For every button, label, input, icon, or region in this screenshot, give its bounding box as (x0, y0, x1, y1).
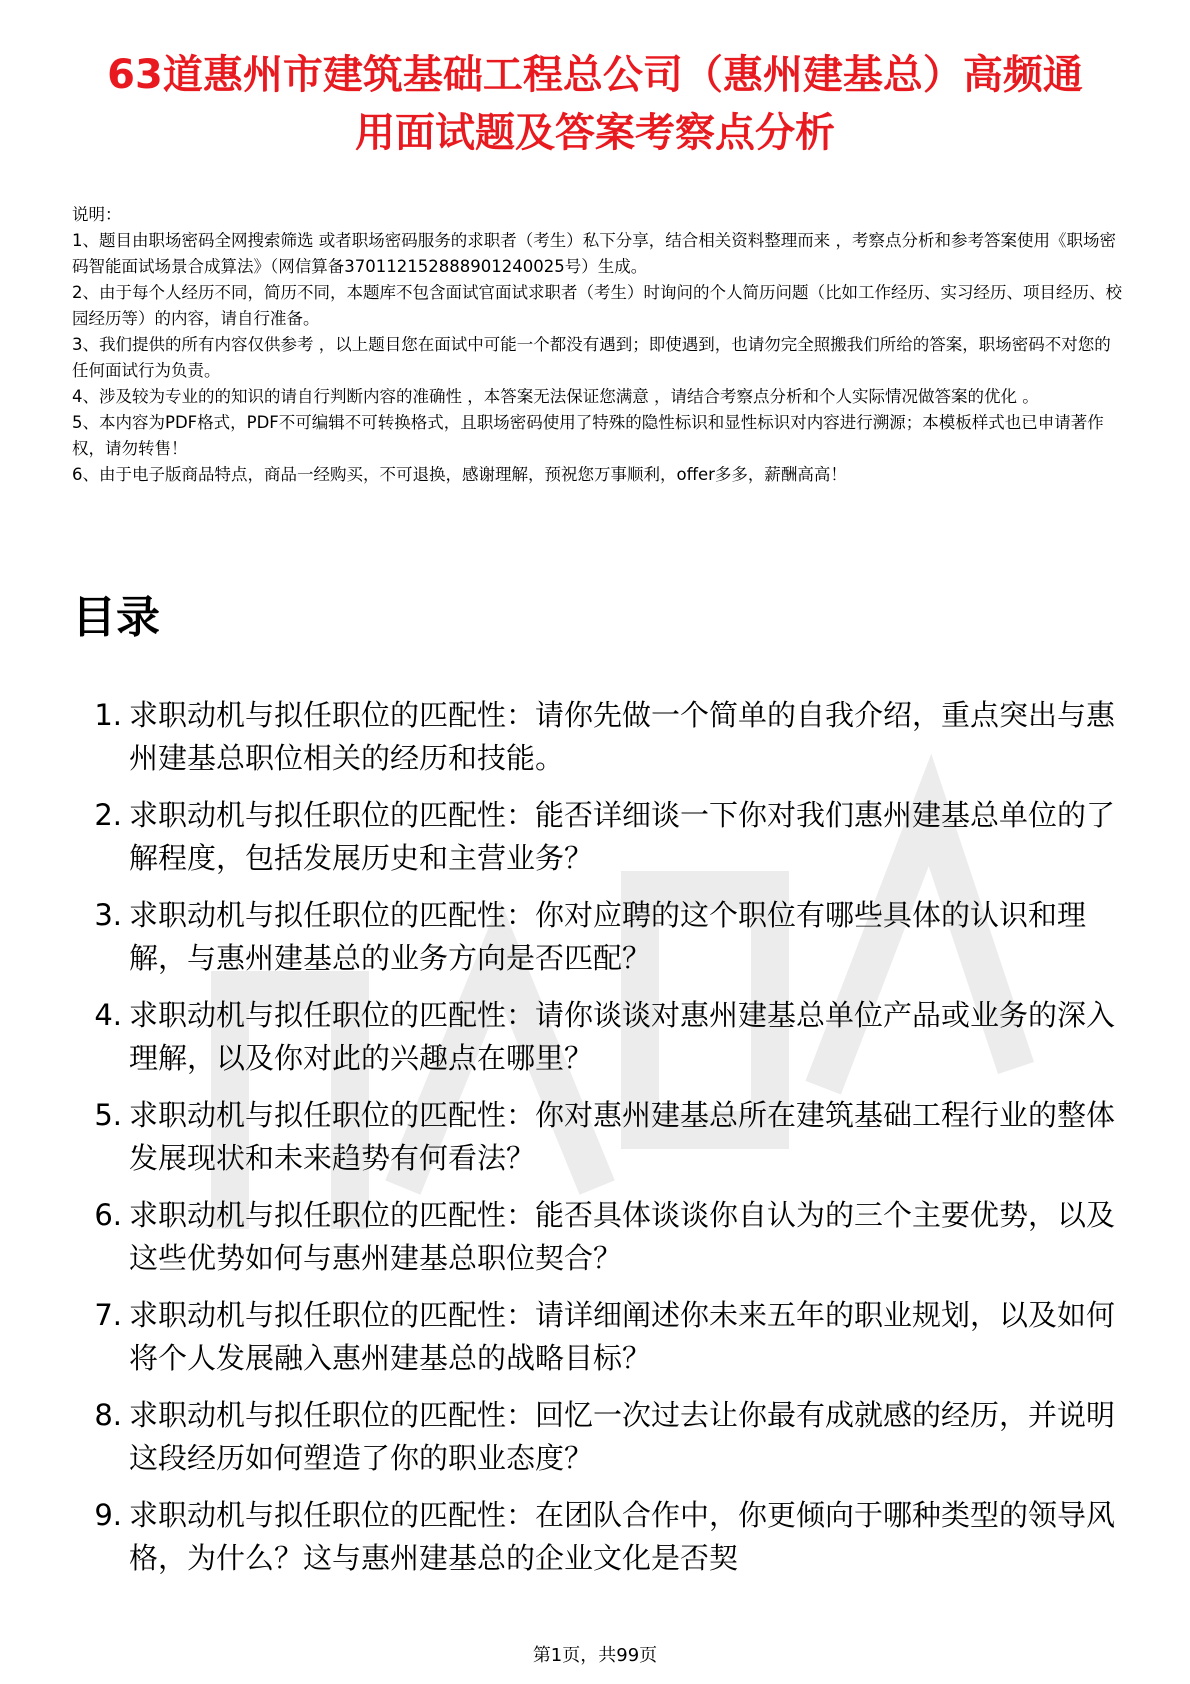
toc-item[interactable] (72, 994, 1117, 1080)
notes-heading: 说明： (72, 205, 122, 224)
note-item: 5、本内容为PDF格式，PDF不可编辑不可转换格式，且职场密码使用了特殊的隐性标识和显性标识对内容进行溯源；本模板样式也已申请著作权，请勿转售！ (72, 413, 1104, 458)
toc-item-number: 3. (94, 898, 122, 932)
note-item: 6、由于电子版商品特点，商品一经购买，不可退换，感谢理解，预祝您万事顺利，offer多多，薪酬高高！ (72, 465, 847, 484)
toc-item-number: 2. (94, 798, 122, 832)
toc-item-text: 求职动机与拟任职位的匹配性：你对惠州建基总所在建筑基础工程行业的整体发展现状和未来趋势有何看法？ (129, 1098, 1116, 1175)
toc-item-text: 求职动机与拟任职位的匹配性：请你先做一个简单的自我介绍，重点突出与惠州建基总职位相关的经历和技能。 (129, 698, 1116, 775)
toc-item-number: 5. (94, 1098, 122, 1132)
toc-item[interactable] (72, 1494, 1117, 1580)
toc-item-text: 求职动机与拟任职位的匹配性：在团队合作中，你更倾向于哪种类型的领导风格，为什么？这与惠州建基总的企业文化是否契 (129, 1498, 1116, 1575)
page-number: 第1页，共99页 (532, 1645, 658, 1666)
toc-item-text: 求职动机与拟任职位的匹配性：回忆一次过去让你最有成就感的经历，并说明这段经历如何塑造了你的职业态度？ (129, 1398, 1116, 1475)
toc-heading: 目录 (72, 592, 160, 643)
toc-item-text: 求职动机与拟任职位的匹配性：请详细阐述你未来五年的职业规划，以及如何将个人发展融入惠州建基总的战略目标？ (129, 1298, 1116, 1375)
toc-item-number: 7. (94, 1298, 122, 1332)
note-item: 1、题目由职场密码全网搜索筛选 或者职场密码服务的求职者（考生）私下分享，结合相关资料整理而来 ，考察点分析和参考答案使用《职场密码智能面试场景合成算法》（网信算备370112152888901240025号）生成。 (72, 231, 1116, 276)
note-item: 4、涉及较为专业的的知识的请自行判断内容的准确性 ，本答案无法保证您满意 ，请结合考察点分析和个人实际情况做答案的优化 。 (72, 387, 1039, 406)
toc-item-text: 求职动机与拟任职位的匹配性：你对应聘的这个职位有哪些具体的认识和理解，与惠州建基总的业务方向是否匹配？ (129, 898, 1087, 975)
document-title: 63道惠州市建筑基础工程总公司（惠州建基总）高频通用面试题及答案考察点分析 (107, 52, 1083, 156)
note-item: 3、我们提供的所有内容仅供参考 ，以上题目您在面试中可能一个都没有遇到；即使遇到，也请勿完全照搬我们所给的答案，职场密码不对您的任何面试行为负责。 (72, 335, 1111, 380)
toc-item-text: 求职动机与拟任职位的匹配性：请你谈谈对惠州建基总单位产品或业务的深入理解，以及你对此的兴趣点在哪里？ (129, 998, 1116, 1075)
table-of-contents (72, 694, 1117, 1594)
notes-section (72, 202, 1127, 488)
toc-item[interactable] (72, 794, 1117, 880)
toc-item[interactable] (72, 1094, 1117, 1180)
toc-item-number: 4. (94, 998, 122, 1032)
toc-item[interactable] (72, 894, 1117, 980)
toc-item[interactable] (72, 694, 1117, 780)
toc-item-number: 8. (94, 1398, 122, 1432)
toc-item-number: 1. (94, 698, 122, 732)
note-item: 2、由于每个人经历不同，简历不同，本题库不包含面试官面试求职者（考生）时询问的个人简历问题（比如工作经历、实习经历、项目经历、校园经历等）的内容，请自行准备。 (72, 283, 1122, 328)
toc-item[interactable] (72, 1394, 1117, 1480)
toc-item[interactable] (72, 1194, 1117, 1280)
toc-item[interactable] (72, 1294, 1117, 1380)
toc-item-number: 6. (94, 1198, 122, 1232)
toc-item-number: 9. (94, 1498, 122, 1532)
toc-item-text: 求职动机与拟任职位的匹配性：能否具体谈谈你自认为的三个主要优势，以及这些优势如何与惠州建基总职位契合？ (129, 1198, 1116, 1275)
toc-item-text: 求职动机与拟任职位的匹配性：能否详细谈一下你对我们惠州建基总单位的了解程度，包括发展历史和主营业务？ (129, 798, 1116, 875)
